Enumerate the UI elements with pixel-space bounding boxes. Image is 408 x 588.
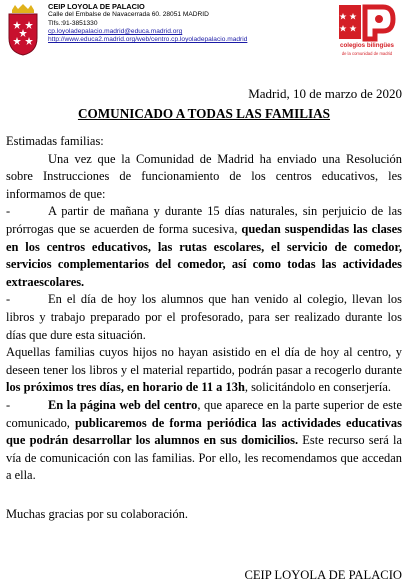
logo-subtext: de la comunidad de madrid — [341, 51, 393, 56]
logo-text: colegios bilingües — [340, 42, 394, 49]
letter-body — [6, 133, 402, 485]
school-website-link[interactable]: http://www.educa2.madrid.org/web/centro.cp.loyoladepalacio.madrid — [48, 36, 248, 44]
madrid-crest-icon — [6, 4, 40, 56]
bullet-item-website: - En la página web del centro, que aparece en la parte superior de este comunicado, publicaremos de forma periódica las actividades educativas que podrán desarrollar los alumnos en sus domicilios. Este recurso será la vía de comunicación con las familias. Por ello, les recomendamos que accedan a ella. — [6, 397, 402, 483]
intro-paragraph: Una vez que la Comunidad de Madrid ha enviado una Resolución sobre Instrucciones de funcionamiento de los centros educativos, les informamos de que: — [6, 151, 402, 201]
pickup-paragraph: Aquellas familias cuyos hijos no hayan asistido en el día de hoy al centro, y deseen tener los libros y el material repartido, podrán pasar a recogerlo durante los próximos tres días, en horario de 11 a 13h, solicitándolo en conserjería. — [6, 345, 402, 395]
school-name: CEIP LOYOLA DE PALACIO — [48, 2, 145, 11]
school-address: Calle del Embalse de Navacerrada 60. 28051 MADRID — [48, 11, 209, 19]
bullet-dash: - — [6, 397, 11, 412]
bullet-dash: - — [6, 204, 11, 219]
school-contact-block — [48, 3, 247, 44]
bullet-dash: - — [6, 292, 11, 307]
letterhead — [0, 0, 408, 62]
letter-title: COMUNICADO A TODAS LAS FAMILIAS — [77, 106, 331, 121]
bullet-item-books: - En el día de hoy los alumnos que han venido al colegio, llevan los libros y trabajo preparado por el profesorado, para ser realizado durante los días que dure esta situación. — [6, 292, 402, 342]
letter-date: Madrid, 10 de marzo de 2020 — [248, 86, 402, 101]
school-phone: Tlfs.:91-3851330 — [48, 19, 98, 27]
bullet-item-suspension: - A partir de mañana y durante 15 días naturales, sin perjuicio de las prórrogas que se acuerden de forma sucesiva, quedan suspendidas las clases en los centros educativos, las rutas escolares, el servicio de comedor, servicios complementarios del comedor, así como todas las actividades extraescolares. — [6, 204, 402, 289]
signature: CEIP LOYOLA DE PALACIO — [244, 568, 402, 582]
closing-thanks: Muchas gracias por su colaboración. — [6, 507, 189, 521]
school-email-link[interactable]: cp.loyoladepalacio.madrid@educa.madrid.org — [48, 27, 183, 35]
greeting: Estimadas familias: — [6, 134, 104, 148]
